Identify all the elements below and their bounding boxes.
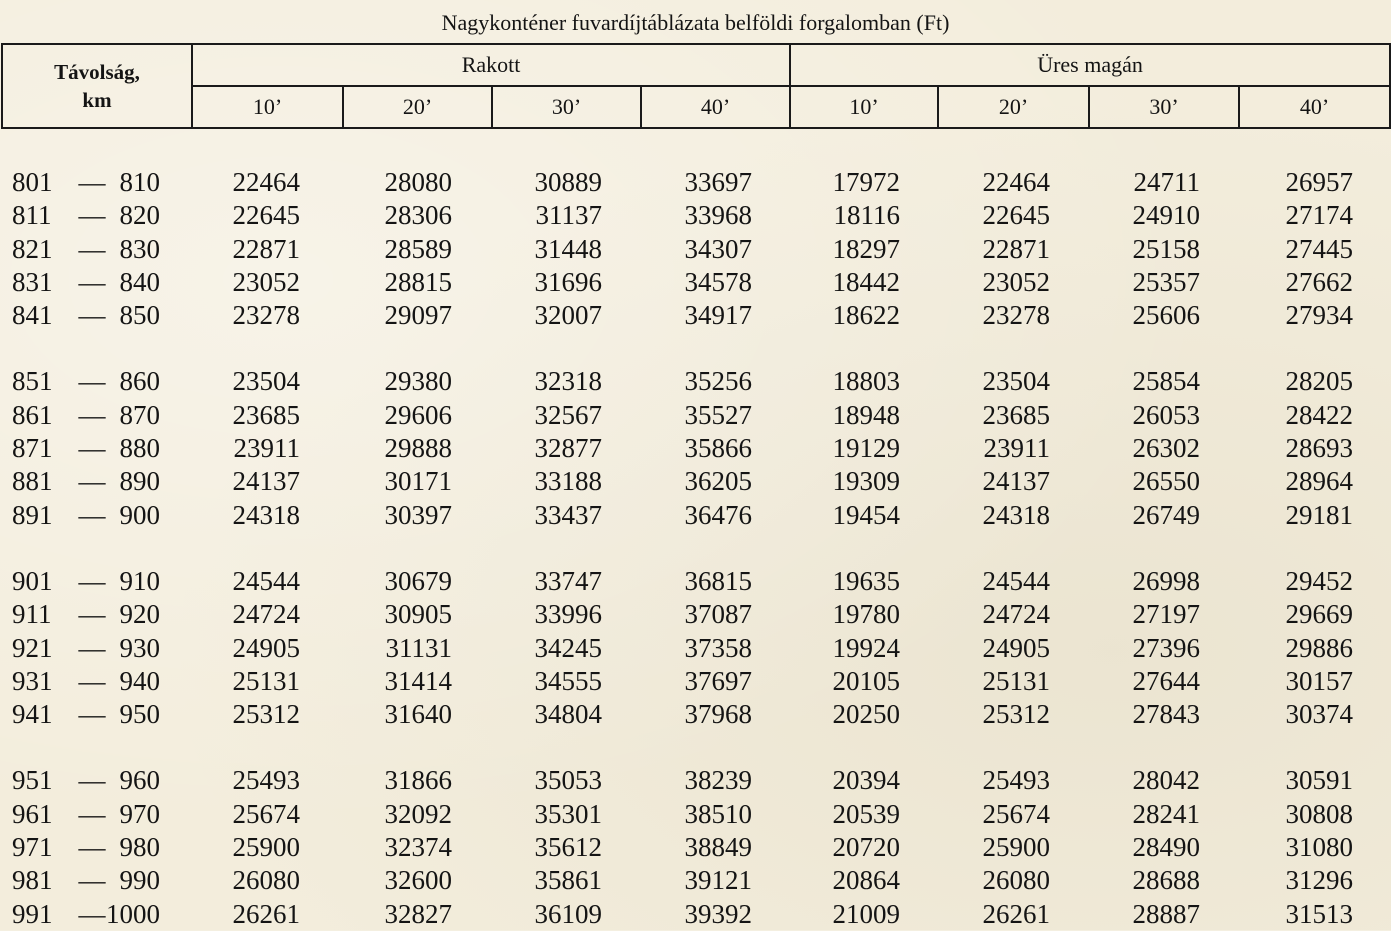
tariff-value: 24905: [982, 632, 1050, 663]
range-dash: —: [78, 200, 106, 231]
distance-to: 870: [119, 399, 160, 430]
distance-to: 900: [119, 499, 160, 530]
distance-label: Távolság,: [54, 60, 140, 84]
tariff-value: 29452: [1285, 565, 1353, 596]
tariff-value: 31414: [384, 665, 452, 696]
tariff-value: 25312: [982, 699, 1050, 730]
tariff-value: 29380: [384, 366, 452, 397]
tariff-value: 25854: [1132, 366, 1200, 397]
tariff-value: 22871: [232, 233, 300, 264]
tariff-value: 29886: [1285, 632, 1353, 663]
tariff-value: 25357: [1132, 266, 1200, 297]
tariff-value: 23911: [233, 433, 300, 464]
tariff-value: 25900: [232, 832, 300, 863]
tariff-value: 30905: [384, 599, 452, 630]
tariff-value: 24318: [232, 499, 300, 530]
distance-from: 801: [12, 167, 53, 197]
tariff-value: 32092: [384, 798, 452, 829]
tariff-value: 35861: [534, 865, 602, 896]
table-row: [0, 465, 1391, 498]
tariff-value: 24137: [982, 466, 1050, 497]
range-dash: —: [78, 798, 106, 829]
distance-from: 951: [12, 765, 53, 796]
distance-to: 920: [119, 599, 160, 630]
distance-from: 941: [12, 699, 53, 730]
size-header: 30’: [1089, 86, 1239, 128]
tariff-value: 27934: [1285, 300, 1353, 331]
group-header-empty: Üres magán: [790, 44, 1390, 86]
table-row: [0, 798, 1391, 831]
tariff-value: 20539: [832, 798, 900, 829]
tariff-value: 20105: [832, 665, 900, 696]
tariff-value: 23911: [983, 433, 1050, 464]
tariff-value: 31296: [1285, 865, 1353, 896]
tariff-value: 30889: [534, 167, 602, 197]
table-row: [0, 499, 1391, 532]
tariff-value: 21009: [832, 898, 900, 929]
tariff-value: 34307: [684, 233, 752, 264]
range-dash: —: [78, 699, 106, 730]
distance-to: 990: [119, 865, 160, 896]
tariff-value: 23278: [982, 300, 1050, 331]
distance-to: 1000: [106, 898, 160, 929]
tariff-value: 24318: [982, 499, 1050, 530]
tariff-value: 26080: [232, 865, 300, 896]
tariff-value: 38849: [684, 832, 752, 863]
tariff-value: 36109: [534, 898, 602, 929]
tariff-value: 36205: [684, 466, 752, 497]
tariff-value: 17972: [832, 167, 900, 197]
table-row: [0, 598, 1391, 631]
distance-to: 910: [119, 565, 160, 596]
tariff-value: 34578: [684, 266, 752, 297]
tariff-value: 33968: [684, 200, 752, 231]
tariff-value: 26302: [1132, 433, 1200, 464]
tariff-value: 28887: [1132, 898, 1200, 929]
table-row: [0, 299, 1391, 332]
size-header: 10’: [192, 86, 343, 128]
tariff-value: 23685: [982, 399, 1050, 430]
tariff-value: 32827: [384, 898, 452, 929]
table-row: [0, 898, 1391, 931]
distance-to: 850: [119, 300, 160, 331]
tariff-value: 20250: [832, 699, 900, 730]
tariff-value: 33697: [684, 167, 752, 197]
tariff-value: 31137: [535, 200, 602, 231]
size-header: 40’: [641, 86, 790, 128]
tariff-value: 25493: [232, 765, 300, 796]
tariff-value: 39392: [684, 898, 752, 929]
tariff-value: 22464: [232, 167, 300, 197]
tariff-value: 37358: [684, 632, 752, 663]
tariff-value: 35527: [684, 399, 752, 430]
tariff-value: 27197: [1132, 599, 1200, 630]
tariff-value: 28306: [384, 200, 452, 231]
tariff-value: 25131: [982, 665, 1050, 696]
tariff-value: 28815: [384, 266, 452, 297]
tariff-value: 23052: [982, 266, 1050, 297]
range-dash: —: [78, 632, 106, 663]
tariff-value: 26998: [1132, 565, 1200, 596]
table-row: [0, 166, 1391, 199]
tariff-value: 20720: [832, 832, 900, 863]
distance-from: 991: [12, 898, 53, 929]
range-dash: —: [78, 466, 106, 497]
tariff-value: 35256: [684, 366, 752, 397]
distance-to: 930: [119, 632, 160, 663]
tariff-value: 29888: [384, 433, 452, 464]
tariff-value: 32877: [534, 433, 602, 464]
group-header-loaded: Rakott: [192, 44, 790, 86]
tariff-value: 20394: [832, 765, 900, 796]
table-row: [0, 831, 1391, 864]
distance-from: 831: [12, 266, 53, 297]
tariff-value: 18116: [833, 200, 900, 231]
tariff-value: 32007: [534, 300, 602, 331]
tariff-value: 25493: [982, 765, 1050, 796]
tariff-value: 25312: [232, 699, 300, 730]
tariff-value: 35301: [534, 798, 602, 829]
range-dash: —: [78, 167, 106, 197]
tariff-value: 28042: [1132, 765, 1200, 796]
distance-from: 851: [12, 366, 53, 397]
distance-header: [2, 44, 192, 128]
tariff-value: 31866: [384, 765, 452, 796]
range-dash: —: [78, 433, 106, 464]
range-dash: —: [78, 399, 106, 430]
tariff-value: 27843: [1132, 699, 1200, 730]
tariff-value: 32600: [384, 865, 452, 896]
distance-from: 861: [12, 399, 53, 430]
table-body: [0, 166, 1391, 931]
tariff-value: 29097: [384, 300, 452, 331]
tariff-value: 23504: [232, 366, 300, 397]
tariff-value: 32318: [534, 366, 602, 397]
tariff-value: 19780: [832, 599, 900, 630]
size-header: 40’: [1239, 86, 1390, 128]
distance-from: 981: [12, 865, 53, 896]
table-row: [0, 365, 1391, 398]
tariff-value: 32567: [534, 399, 602, 430]
tariff-value: 23504: [982, 366, 1050, 397]
tariff-value: 25158: [1132, 233, 1200, 264]
tariff-value: 23052: [232, 266, 300, 297]
distance-from: 881: [12, 466, 53, 497]
tariff-value: 36476: [684, 499, 752, 530]
tariff-value: 26749: [1132, 499, 1200, 530]
distance-from: 961: [12, 798, 53, 829]
tariff-value: 30157: [1285, 665, 1353, 696]
distance-to: 890: [119, 466, 160, 497]
tariff-value: 29669: [1285, 599, 1353, 630]
tariff-value: 36815: [684, 565, 752, 596]
table-row: [0, 432, 1391, 465]
tariff-value: 35866: [684, 433, 752, 464]
tariff-value: 37697: [684, 665, 752, 696]
range-dash: —: [78, 599, 106, 630]
tariff-value: 26957: [1285, 167, 1353, 197]
tariff-value: 22645: [982, 200, 1050, 231]
tariff-value: 18297: [832, 233, 900, 264]
distance-from: 911: [12, 599, 52, 630]
range-dash: —: [78, 832, 106, 863]
range-dash: —: [78, 898, 106, 929]
range-dash: —: [78, 765, 106, 796]
tariff-value: 31448: [534, 233, 602, 264]
tariff-value: 34917: [684, 300, 752, 331]
tariff-value: 31513: [1285, 898, 1353, 929]
tariff-value: 28693: [1285, 433, 1353, 464]
tariff-value: 26550: [1132, 466, 1200, 497]
tariff-value: 24905: [232, 632, 300, 663]
range-dash: —: [78, 366, 106, 397]
table-row: [0, 565, 1391, 598]
tariff-value: 33747: [534, 565, 602, 596]
range-dash: —: [78, 565, 106, 596]
range-dash: —: [78, 499, 106, 530]
tariff-value: 26261: [232, 898, 300, 929]
distance-to: 840: [119, 266, 160, 297]
table-row: [0, 199, 1391, 232]
distance-to: 810: [119, 167, 160, 197]
size-header: 20’: [938, 86, 1089, 128]
tariff-value: 25674: [232, 798, 300, 829]
distance-to: 970: [119, 798, 160, 829]
tariff-value: 20864: [832, 865, 900, 896]
tariff-value: 22464: [982, 167, 1050, 197]
table-row: [0, 864, 1391, 897]
range-dash: —: [78, 665, 106, 696]
range-dash: —: [78, 233, 106, 264]
tariff-value: 23278: [232, 300, 300, 331]
tariff-value: 24724: [982, 599, 1050, 630]
tariff-value: 19454: [832, 499, 900, 530]
range-dash: —: [78, 300, 106, 331]
tariff-value: 34555: [534, 665, 602, 696]
distance-from: 871: [12, 433, 53, 464]
tariff-value: 28589: [384, 233, 452, 264]
tariff-value: 33437: [534, 499, 602, 530]
table-row: [0, 698, 1391, 731]
size-header: 10’: [790, 86, 938, 128]
tariff-value: 19924: [832, 632, 900, 663]
size-header: 30’: [492, 86, 641, 128]
tariff-value: 22871: [982, 233, 1050, 264]
table-row: [0, 266, 1391, 299]
tariff-value: 24910: [1132, 200, 1200, 231]
tariff-value: 27644: [1132, 665, 1200, 696]
tariff-value: 28205: [1285, 366, 1353, 397]
tariff-value: 25606: [1132, 300, 1200, 331]
distance-to: 960: [119, 765, 160, 796]
tariff-value: 31131: [385, 632, 452, 663]
tariff-value: 33188: [534, 466, 602, 497]
table-row: [0, 764, 1391, 797]
tariff-value: 30679: [384, 565, 452, 596]
tariff-value: 26080: [982, 865, 1050, 896]
tariff-value: 28964: [1285, 466, 1353, 497]
tariff-value: 24544: [982, 565, 1050, 596]
tariff-value: 19635: [832, 565, 900, 596]
distance-from: 931: [12, 665, 53, 696]
distance-to: 940: [119, 665, 160, 696]
tariff-value: 24724: [232, 599, 300, 630]
tariff-value: 19129: [832, 433, 900, 464]
tariff-value: 22645: [232, 200, 300, 231]
distance-from: 811: [12, 200, 52, 231]
distance-from: 971: [12, 832, 53, 863]
tariff-value: 24711: [1133, 167, 1200, 197]
tariff-value: 18948: [832, 399, 900, 430]
distance-to: 950: [119, 699, 160, 730]
distance-from: 901: [12, 565, 53, 596]
tariff-value: 18803: [832, 366, 900, 397]
tariff-value: 27396: [1132, 632, 1200, 663]
table-row: [0, 665, 1391, 698]
tariff-value: 32374: [384, 832, 452, 863]
tariff-value: 38239: [684, 765, 752, 796]
tariff-value: 37968: [684, 699, 752, 730]
tariff-value: 28080: [384, 167, 452, 197]
tariff-value: 30591: [1285, 765, 1353, 796]
tariff-value: 34804: [534, 699, 602, 730]
distance-to: 880: [119, 433, 160, 464]
tariff-value: 23685: [232, 399, 300, 430]
distance-from: 921: [12, 632, 53, 663]
tariff-value: 37087: [684, 599, 752, 630]
tariff-value: 28422: [1285, 399, 1353, 430]
table-row: [0, 233, 1391, 266]
distance-to: 980: [119, 832, 160, 863]
tariff-value: 26053: [1132, 399, 1200, 430]
distance-to: 820: [119, 200, 160, 231]
tariff-value: 30374: [1285, 699, 1353, 730]
distance-unit: km: [82, 88, 112, 112]
tariff-value: 31080: [1285, 832, 1353, 863]
tariff-value: 24137: [232, 466, 300, 497]
tariff-value: 24544: [232, 565, 300, 596]
tariff-value: 18442: [832, 266, 900, 297]
table-header: [1, 43, 1391, 129]
tariff-value: 18622: [832, 300, 900, 331]
tariff-value: 30171: [384, 466, 452, 497]
tariff-value: 38510: [684, 798, 752, 829]
distance-from: 841: [12, 300, 53, 331]
table-row: [0, 399, 1391, 432]
range-dash: —: [78, 266, 106, 297]
distance-to: 860: [119, 366, 160, 397]
tariff-value: 30808: [1285, 798, 1353, 829]
tariff-value: 31640: [384, 699, 452, 730]
tariff-value: 25674: [982, 798, 1050, 829]
table-title: Nagykonténer fuvardíjtáblázata belföldi forgalomban (Ft): [441, 10, 950, 35]
table-row: [0, 632, 1391, 665]
tariff-value: 29606: [384, 399, 452, 430]
distance-from: 821: [12, 233, 53, 264]
distance-from: 891: [12, 499, 53, 530]
range-dash: —: [78, 865, 106, 896]
tariff-value: 28490: [1132, 832, 1200, 863]
tariff-value: 33996: [534, 599, 602, 630]
tariff-value: 28241: [1132, 798, 1200, 829]
tariff-value: 26261: [982, 898, 1050, 929]
tariff-value: 29181: [1285, 499, 1353, 530]
tariff-value: 27662: [1285, 266, 1353, 297]
tariff-value: 28688: [1132, 865, 1200, 896]
tariff-value: 25900: [982, 832, 1050, 863]
tariff-value: 19309: [832, 466, 900, 497]
tariff-value: 31696: [534, 266, 602, 297]
distance-to: 830: [119, 233, 160, 264]
tariff-value: 35612: [534, 832, 602, 863]
tariff-value: 30397: [384, 499, 452, 530]
tariff-value: 27445: [1285, 233, 1353, 264]
size-header: 20’: [343, 86, 492, 128]
tariff-value: 34245: [534, 632, 602, 663]
tariff-value: 39121: [684, 865, 752, 896]
tariff-value: 35053: [534, 765, 602, 796]
tariff-value: 25131: [232, 665, 300, 696]
tariff-value: 27174: [1285, 200, 1353, 231]
